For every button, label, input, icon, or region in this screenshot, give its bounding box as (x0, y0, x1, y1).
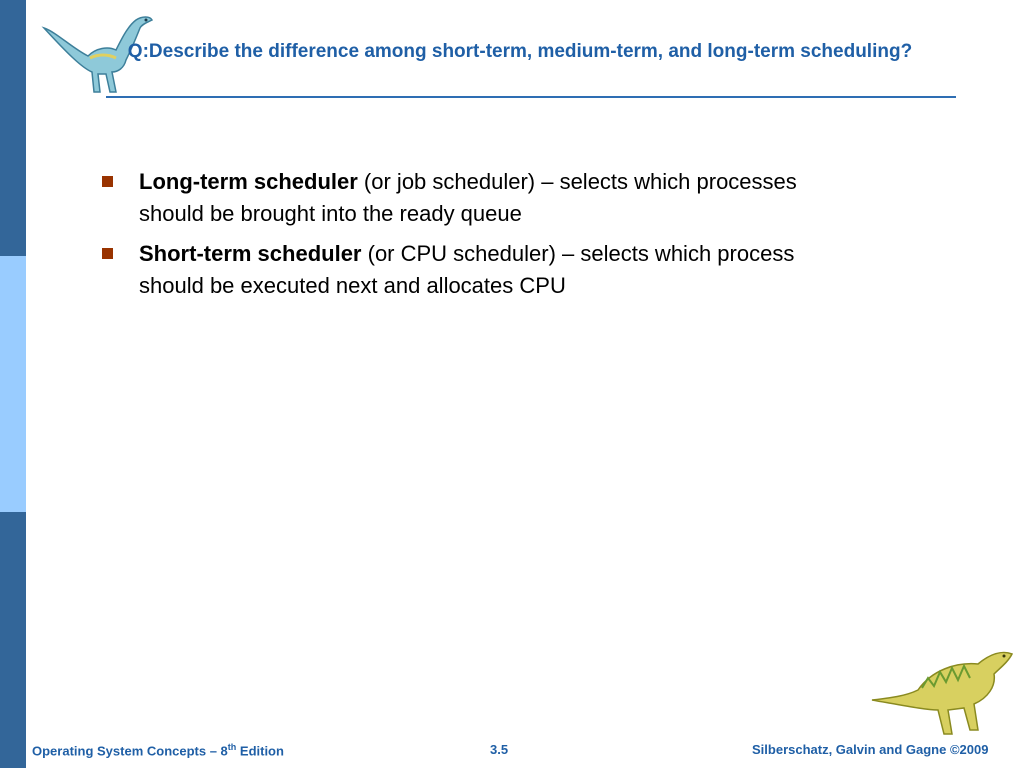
square-bullet-icon (102, 176, 113, 187)
sidebar-segment-middle (0, 256, 26, 512)
sidebar-stripe (0, 0, 26, 768)
sidebar-segment-bottom (0, 512, 26, 768)
bullet-list (100, 166, 840, 310)
sidebar-segment-top (0, 0, 26, 256)
dinosaur-icon (866, 640, 1016, 744)
bullet-term: Short-term scheduler (139, 241, 362, 266)
bullet-text: (or job scheduler) – selects which processes should be brought into the ready queue (139, 169, 797, 226)
footer-book-suffix: Edition (236, 743, 284, 759)
bullet-text: (or CPU scheduler) – selects which process should be executed next and allocates CPU (139, 241, 795, 298)
list-item (100, 166, 840, 230)
title-divider (106, 96, 956, 98)
list-item (100, 238, 840, 302)
bullet-term: Long-term scheduler (139, 169, 358, 194)
square-bullet-icon (102, 248, 113, 259)
footer-book-prefix: Operating System Concepts – 8 (32, 743, 228, 759)
footer-copyright: Silberschatz, Galvin and Gagne ©2009 (752, 742, 989, 757)
footer-book-title (32, 742, 284, 758)
page-number: 3.5 (490, 742, 509, 757)
slide-title: Q:Describe the difference among short-term, medium-term, and long-term scheduling? (127, 41, 913, 62)
footer-book-sup: th (227, 742, 237, 752)
